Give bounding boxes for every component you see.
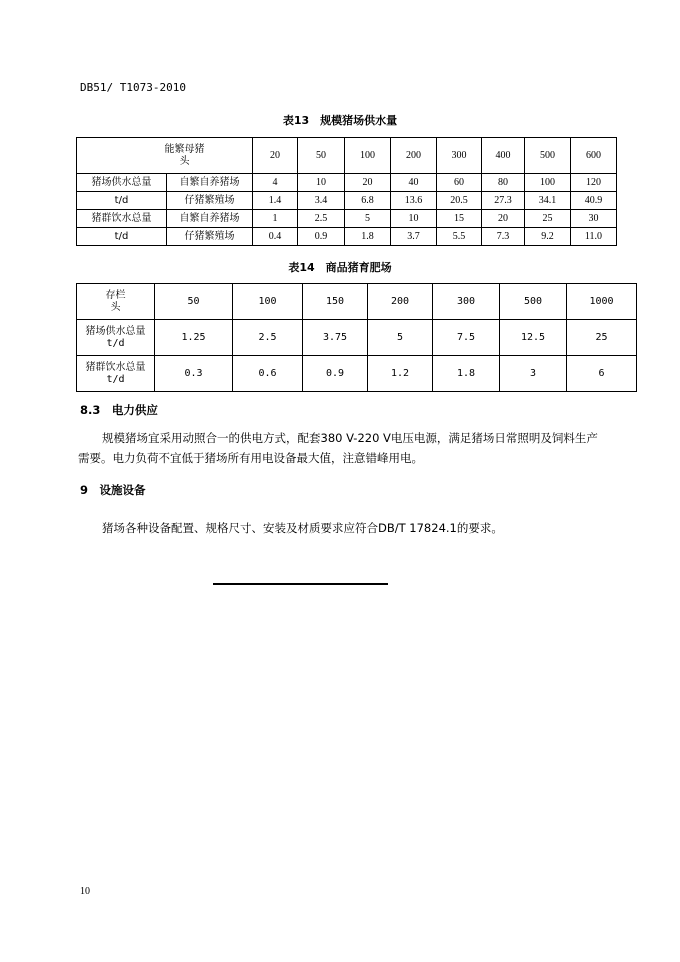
table14-column-header: 200 [368,284,433,320]
table-cell: 1.4 [253,192,298,210]
table-cell: 100 [525,174,571,192]
row-sub-label: 自繁自养猪场 [167,174,253,192]
table-cell: 10 [298,174,345,192]
table13-column-header: 500 [525,138,571,174]
table-cell: 60 [437,174,482,192]
row-unit: t/d [106,337,125,349]
section-8-3-heading: 8.3 电力供应 [80,403,158,417]
row-unit: t/d [106,373,125,385]
document-id: DB51/ T1073-2010 [80,81,186,94]
table-cell: 1.25 [155,320,233,356]
table13-corner-cell [77,138,253,174]
table14-corner-unit: 头 [110,301,121,313]
table-cell: 0.9 [298,228,345,246]
table-row [77,228,617,246]
table-cell: 3.7 [391,228,437,246]
table-cell: 30 [571,210,617,228]
table-cell: 2.5 [298,210,345,228]
table-cell: 2.5 [233,320,303,356]
paragraph-line: 需要。电力负荷不宜低于猪场所有用电设备最大值，注意错峰用电。 [78,451,423,465]
table-cell: 10 [391,210,437,228]
table14-column-header: 100 [233,284,303,320]
table14-column-header: 500 [500,284,567,320]
table-cell: 0.4 [253,228,298,246]
table13-column-header: 20 [253,138,298,174]
table-cell: 13.6 [391,192,437,210]
table-cell: 20.5 [437,192,482,210]
table13-column-header: 200 [391,138,437,174]
table-cell: 27.3 [482,192,525,210]
row-label-cell [77,320,155,356]
table-cell: 6.8 [345,192,391,210]
table13-corner-unit: 头 [179,155,190,167]
table13-corner-label: 能繁母猪 [164,143,205,155]
table-cell: 0.6 [233,356,303,392]
table-cell: 25 [567,320,637,356]
row-label-cell [77,356,155,392]
table-cell: 6 [567,356,637,392]
table-cell: 1.8 [345,228,391,246]
table-cell: 20 [482,210,525,228]
row-label: 猪群饮水总量 [85,361,146,373]
table14-fattening-farm [76,283,637,392]
section-9-heading: 9 设施设备 [80,483,146,497]
row-group-label: 猪场供水总量 [77,174,167,192]
table-cell: 11.0 [571,228,617,246]
table-cell: 1.8 [433,356,500,392]
table-cell: 3 [500,356,567,392]
table-row [77,192,617,210]
row-group-unit: t/d [77,192,167,210]
table13-column-header: 100 [345,138,391,174]
table-cell: 1.2 [368,356,433,392]
table14-caption: 表14 商品猪育肥场 [288,261,392,274]
table14-column-header: 150 [303,284,368,320]
table14-column-header: 50 [155,284,233,320]
table-cell: 7.3 [482,228,525,246]
table-cell: 25 [525,210,571,228]
row-label: 猪场供水总量 [85,325,146,337]
table13-caption: 表13 规模猪场供水量 [282,114,398,127]
table-cell: 1 [253,210,298,228]
table-cell: 0.9 [303,356,368,392]
table-cell: 80 [482,174,525,192]
table-cell: 40 [391,174,437,192]
table13-column-header: 400 [482,138,525,174]
row-sub-label: 仔猪繁殖场 [167,228,253,246]
table-cell: 40.9 [571,192,617,210]
table13-column-header: 600 [571,138,617,174]
section-8-3-paragraph [78,428,618,468]
row-sub-label: 仔猪繁殖场 [167,192,253,210]
section-9-paragraph: 猪场各种设备配置、规格尺寸、安装及材质要求应符合DB/T 17824.1的要求。 [102,521,503,535]
table14-column-header: 1000 [567,284,637,320]
table-cell: 15 [437,210,482,228]
table-cell: 9.2 [525,228,571,246]
table13-water-supply [76,137,617,246]
table-cell: 34.1 [525,192,571,210]
table13-column-header: 50 [298,138,345,174]
table14-column-header: 300 [433,284,500,320]
table-cell: 12.5 [500,320,567,356]
table-cell: 5 [368,320,433,356]
table-cell: 4 [253,174,298,192]
table14-corner-cell [77,284,155,320]
paragraph-line: 规模猪场宜采用动照合一的供电方式，配套380 V-220 V电压电源，满足猪场日常照明及饲料生产 [102,431,598,445]
row-group-unit: t/d [77,228,167,246]
table-row [77,356,637,392]
table13-column-header: 300 [437,138,482,174]
table-cell: 3.75 [303,320,368,356]
table-cell: 120 [571,174,617,192]
page-number: 10 [80,886,90,897]
table-row [77,320,637,356]
table-cell: 7.5 [433,320,500,356]
end-rule [213,583,388,585]
table14-header-row [77,284,637,320]
row-group-label: 猪群饮水总量 [77,210,167,228]
table-cell: 20 [345,174,391,192]
table-cell: 5.5 [437,228,482,246]
table-row [77,174,617,192]
table-cell: 0.3 [155,356,233,392]
table14-corner-label: 存栏 [105,289,126,301]
table-cell: 5 [345,210,391,228]
row-sub-label: 自繁自养猪场 [167,210,253,228]
table13-header-row [77,138,617,174]
table-row [77,210,617,228]
table-cell: 3.4 [298,192,345,210]
